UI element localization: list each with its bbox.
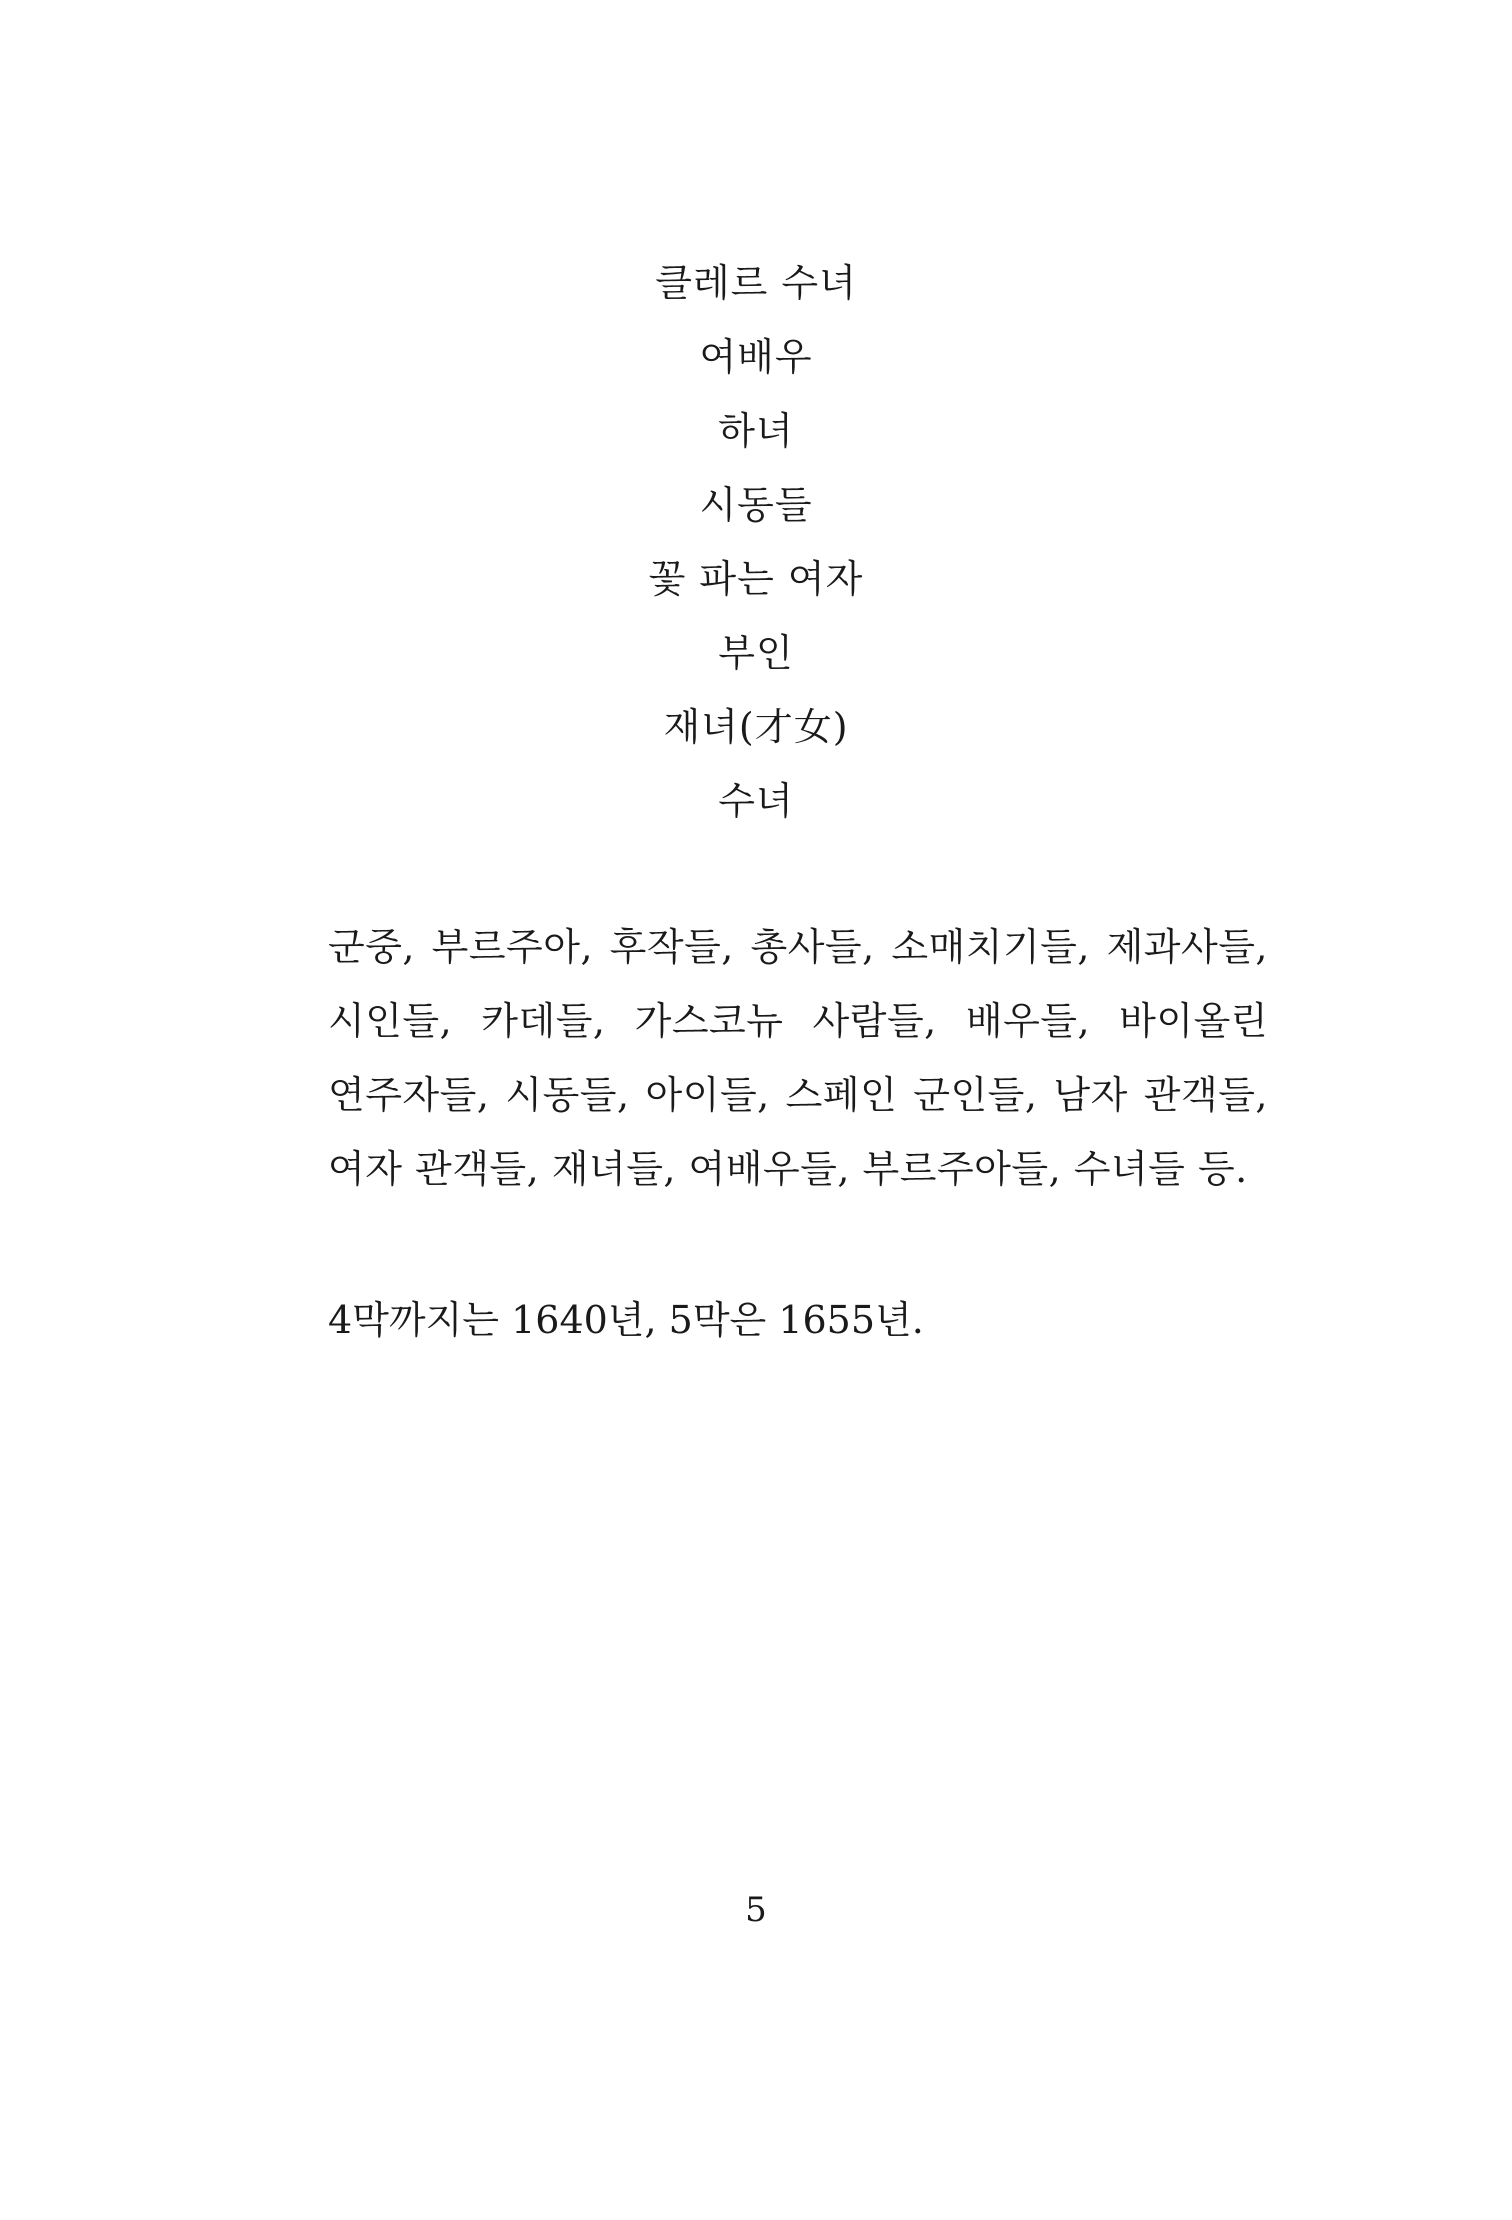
cast-item: 클레르 수녀	[655, 261, 857, 305]
cast-item: 재녀(才女)	[663, 705, 849, 749]
cast-item: 수녀	[718, 779, 794, 823]
cast-item: 꽃 파는 여자	[648, 557, 864, 601]
cast-list	[0, 246, 1512, 838]
cast-item: 여배우	[699, 335, 813, 379]
cast-item: 시동들	[699, 483, 813, 527]
cast-item: 하녀	[718, 409, 794, 453]
cast-item: 부인	[718, 631, 794, 675]
setting-paragraph: 4막까지는 1640년, 5막은 1655년.	[328, 1298, 924, 1342]
page-number: 5	[745, 1890, 767, 1930]
crowd-paragraph: 군중, 부르주아, 후작들, 총사들, 소매치기들, 제과사들, 시인들, 카데들, 가스코뉴 사람들, 배우들, 바이올린 연주자들, 시동들, 아이들, 스페인 군인들, 남자 관객들, 여자 관객들, 재녀들, 여배우들, 부르주아들, 수녀들 등.	[328, 925, 1268, 1191]
